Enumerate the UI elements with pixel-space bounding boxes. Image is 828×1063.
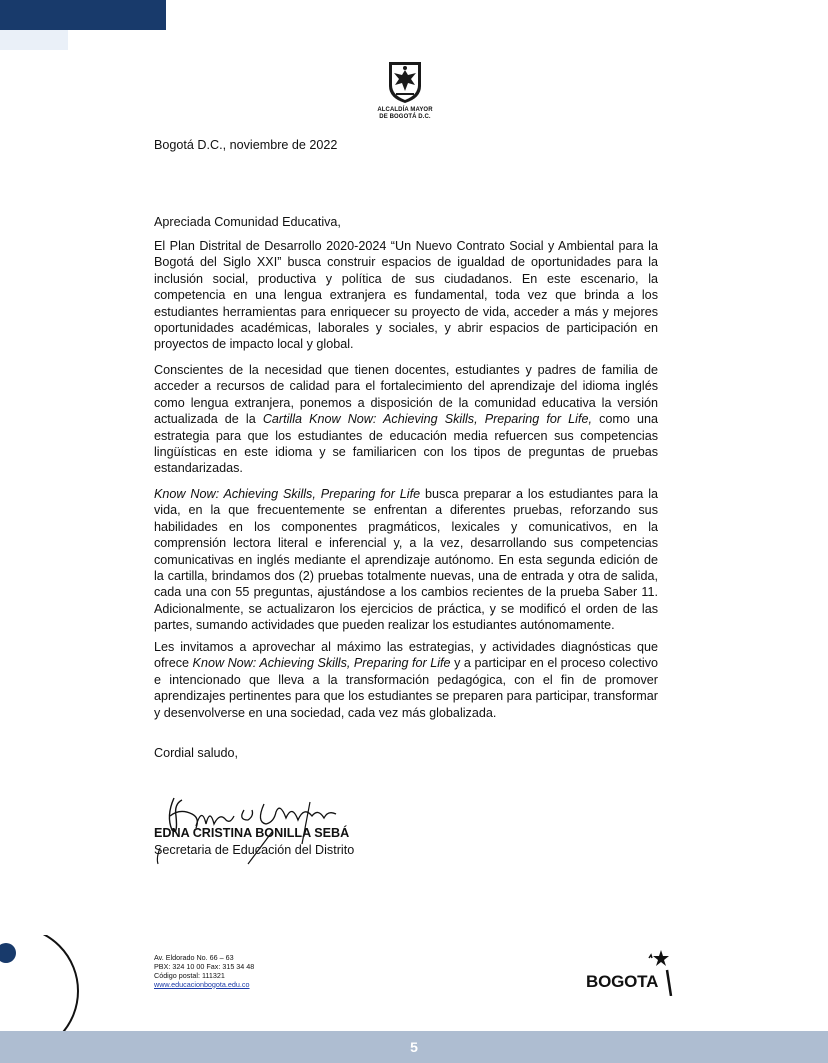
signer-title: Secretaria de Educación del Distrito: [154, 843, 355, 857]
paragraph-2: [154, 362, 658, 477]
paragraph-2-text-a: Conscientes de la necesidad que tienen docentes, estudiantes y padres de familia de acceder a recursos de calidad para el fortalecimiento del aprendizaje del idioma inglés como lengua extranjera, ponemos a disposición de la comunidad educativa la versión actualizada de la: [154, 363, 658, 427]
header-corner-shadow: [0, 30, 68, 50]
signer-name: EDNA CRISTINA BONILLA SEBÁ: [154, 826, 350, 840]
paragraph-4-title: Know Now: Achieving Skills, Preparing for Life: [192, 656, 451, 671]
paragraph-4-text-a: Les invitamos a aprovechar al máximo las estrategias, y actividades diagnósticas que ofrece: [154, 640, 658, 671]
footer-postal: Código postal: 111321: [154, 970, 225, 980]
header-corner-bar: [0, 0, 166, 30]
letter-greeting: Apreciada Comunidad Educativa,: [154, 215, 341, 229]
crest-caption: [350, 107, 460, 121]
letter-date: Bogotá D.C., noviembre de 2022: [154, 138, 338, 152]
paragraph-2-text-b: como una estrategia para que los estudiantes de educación media refuercen sus competencias lingüísticas en este idioma y se familiaricen con los tipos de preguntas de pruebas estandarizadas.: [154, 412, 658, 476]
footer-contact: [154, 954, 254, 990]
footer-website-link[interactable]: www.educacionbogota.edu.co: [154, 979, 250, 989]
paragraph-1: El Plan Distrital de Desarrollo 2020-2024 “Un Nuevo Contrato Social y Ambiental para la Bogotá del Siglo XXI” busca construir espacios de igualdad de oportunidades para la inclusión social, productiva y política de sus ciudadanos. En este escenario, la competencia en una lengua extranjera es fundamental, toda vez que brinda a los estudiantes herramientas para enriquecer su proyecto de vida, acceder a más y mejores oportunidades académicas, laborales y sociales, y abrir espacios de participación en proyectos de impacto local y global.: [154, 239, 658, 352]
crest-caption-line1: ALCALDÍA MAYOR: [377, 107, 433, 113]
paragraph-4-text-b: y a participar en el proceso colectivo e intencionado que lleva a la transformación pedagógica, con el fin de promover aprendizajes pertinentes para que los estudiantes se preparen para participar, transformar y desenvolverse en una sociedad, cada vez más globalizada.: [154, 656, 658, 720]
paragraph-3-title: Know Now: Achieving Skills, Preparing for Life: [154, 487, 421, 501]
paragraph-2-title: Cartilla Know Now: Achieving Skills, Preparing for Life,: [262, 412, 592, 427]
crest-caption-line2: DE BOGOTÁ D.C.: [379, 114, 431, 120]
paragraph-3: [154, 486, 658, 634]
footer-address: Av. Eldorado No. 66 – 63: [154, 953, 234, 962]
paragraph-4: [154, 639, 658, 721]
letter-closing: Cordial saludo,: [154, 746, 239, 760]
decorative-circle: [0, 935, 90, 1035]
paragraph-3-text: busca preparar a los estudiantes para la vida, en la que frecuentemente se enfrentan a diferentes pruebas, reforzando sus habilidades en los componentes pragmáticos, lexicales y comunicativos, en la comprensión lectora literal e inferencial y, a la vez, desarrollando sus competencias comunicativas en inglés mediante el aprendizaje autónomo. En esta segunda edición de la cartilla, brindamos dos (2) pruebas totalmente nuevas, una de entrada y otra de salida, cada una con 55 preguntas, ajustándose a los cambios recientes de la prueba Saber 11. Adicionalmente, se actualizaron los ejercicios de práctica, y se modificó el orden de las partes, sumando actividades que pueden realizar los estudiantes autónomamente.: [154, 487, 658, 633]
bogota-coat-of-arms-icon: [386, 60, 424, 104]
page-number: 5: [410, 1039, 418, 1055]
bogota-brand-text: BOGOTA: [586, 972, 659, 991]
footer-phones: PBX: 324 10 00 Fax: 315 34 48: [154, 961, 255, 971]
